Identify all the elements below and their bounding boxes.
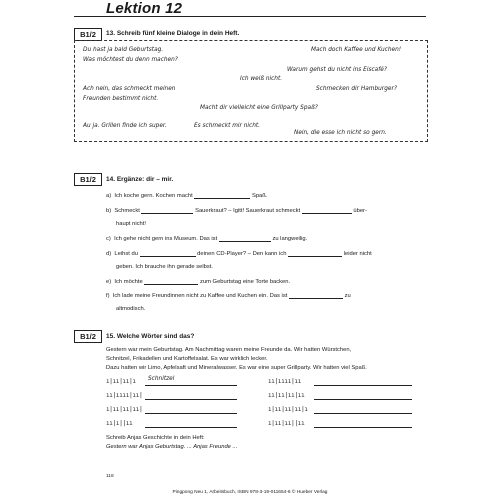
word-shape-pattern: ı|ıı|ıı|ıı|ı [268, 406, 308, 413]
title-rule [74, 16, 426, 17]
exercise-15-title: 15. Welche Wörter sind das? [106, 333, 195, 340]
answer-line[interactable] [145, 399, 237, 400]
sentence-d-cont: geben. Ich brauche ihn gerade selbst. [116, 264, 214, 270]
dialogue-line: Es schmeckt mir nicht. [194, 123, 261, 129]
story-line: Schnitzel, Frikadellen und Kartoffelsalat. Es war wirklich lecker. [106, 356, 268, 362]
example-answer: Schnitzel [148, 376, 175, 382]
answer-line[interactable] [314, 413, 412, 414]
answer-line[interactable] [145, 413, 237, 414]
instruction: Schreib Anjas Geschichte in dein Heft: [106, 435, 205, 441]
sentence-a: a) Ich koche gern. Kochen macht Spaß. [106, 193, 268, 199]
answer-blank[interactable] [289, 292, 343, 299]
story-line: Gestern war mein Geburtstag. Am Nachmittag waren meine Freunde da. Wir hatten Würstchen, [106, 347, 352, 353]
sentence-b: b) Schmeckt Sauerkraut? – Igitt! Sauerkraut schmeckt über- [106, 208, 367, 214]
answer-blank[interactable] [194, 192, 250, 199]
answer-blank[interactable] [141, 207, 193, 214]
dialogue-line: Schmecken dir Hamburger? [316, 86, 397, 92]
dialogue-line: Ach nein, das schmeckt meinen [83, 86, 176, 92]
answer-blank[interactable] [140, 250, 196, 257]
sentence-d: d) Leihst du deinen CD-Player? – Den kann ich leider nicht [106, 251, 372, 257]
imprint: Pingpong Neu 1, Arbeitsbuch, ISBN 978-3-19-011654-6 © Hueber Verlag [172, 490, 328, 495]
page-number: 118 [106, 474, 114, 479]
word-shape-pattern: ı|ıı|ıı|ıı| [106, 406, 143, 413]
dialogue-line: Freunden bestimmt nicht. [83, 96, 159, 102]
lesson-title: Lektion 12 [106, 0, 183, 17]
word-shape-pattern: ıı|ıı|ıı|ıı [268, 392, 305, 399]
dialogue-line: Ich weiß nicht. [240, 76, 283, 82]
sentence-c: c) Ich gehe nicht gern ins Museum. Das ist zu langweilig. [106, 236, 308, 242]
sentence-e: e) Ich möchte zum Geburtstag eine Torte backen. [106, 279, 291, 285]
answer-line[interactable] [314, 399, 412, 400]
answer-line[interactable] [145, 427, 237, 428]
sentence-b-cont: haupt nicht! [116, 221, 146, 227]
level-badge-15: B1/2 [74, 330, 102, 343]
word-shape-pattern: ı|ıı|ıı||ıı [268, 420, 305, 427]
level-badge-13: B1/2 [74, 28, 102, 41]
answer-blank[interactable] [302, 207, 352, 214]
sentence-f: f) Ich lade meine Freundinnen nicht zu Kaffee und Kuchen ein. Das ist zu [106, 293, 351, 299]
answer-line[interactable] [145, 385, 237, 386]
dialogue-line: Was möchtest du denn machen? [83, 57, 178, 63]
word-shape-pattern: ı|ıı|ıı|ı [106, 378, 136, 385]
dialogue-line: Nein, die esse ich nicht so gern. [294, 130, 387, 136]
story-line: Dazu hatten wir Limo, Apfelsaft und Mineralwasser. Es war eine super Grillparty. Wir hatten viel Spaß. [106, 365, 367, 371]
story-start: Gestern war Anjas Geburtstag. ... Anjas Freunde ... [106, 444, 238, 450]
level-badge-14: B1/2 [74, 173, 102, 186]
exercise-14-title: 14. Ergänze: dir – mir. [106, 176, 174, 183]
word-shape-pattern: ıı|ıııı|ıı [268, 378, 302, 385]
answer-line[interactable] [314, 427, 412, 428]
dialogue-line: Du hast ja bald Geburtstag. [83, 47, 164, 53]
answer-blank[interactable] [288, 250, 342, 257]
word-shape-pattern: ıı|ı||ıı [106, 420, 133, 427]
answer-blank[interactable] [219, 235, 271, 242]
sentence-f-cont: altmodisch. [116, 306, 146, 312]
exercise-13-title: 13. Schreib fünf kleine Dialoge in dein Heft. [106, 30, 240, 37]
dialogue-line: Warum gehst du nicht ins Eiscafé? [287, 67, 387, 73]
answer-blank[interactable] [144, 278, 198, 285]
dialogue-line: Au ja. Grillen finde ich super. [83, 123, 167, 129]
word-shape-pattern: ıı|ıııı|ıı| [106, 392, 143, 399]
dialogue-line: Macht dir vielleicht eine Grillparty Spaß? [200, 105, 318, 111]
answer-line[interactable] [314, 385, 412, 386]
dialogue-line: Mach doch Kaffee und Kuchen! [311, 47, 402, 53]
